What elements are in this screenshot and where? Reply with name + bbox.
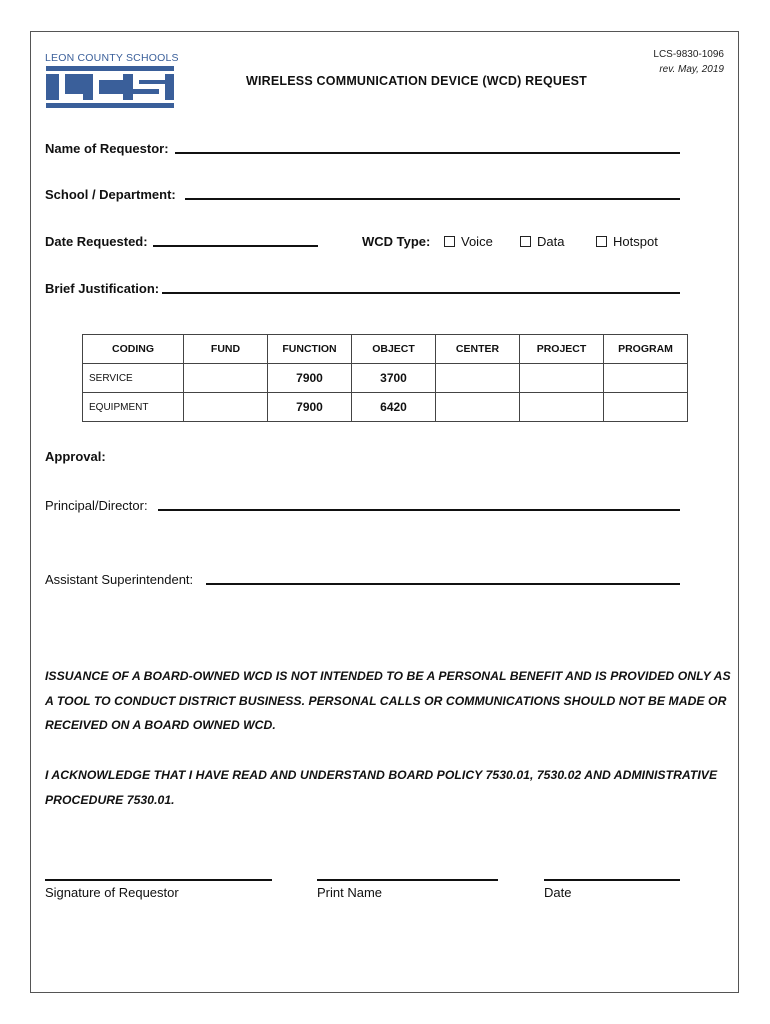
header-function: FUNCTION xyxy=(268,335,352,364)
hotspot-checkbox[interactable] xyxy=(596,236,607,247)
justification-input-line[interactable] xyxy=(162,292,680,294)
principal-label: Principal/Director: xyxy=(45,498,148,513)
name-label: Name of Requestor: xyxy=(45,141,169,156)
wcd-type-label: WCD Type: xyxy=(362,234,431,249)
lcs-logo xyxy=(45,52,179,110)
form-identifier xyxy=(653,47,724,77)
date-input-line[interactable] xyxy=(153,245,318,247)
wcd-option-voice[interactable] xyxy=(444,233,493,251)
service-function-cell: 7900 xyxy=(268,364,352,393)
equipment-fund-cell[interactable] xyxy=(184,393,268,422)
equipment-program-cell[interactable] xyxy=(604,393,688,422)
acknowledgement-notice: I ACKNOWLEDGE THAT I HAVE READ AND UNDERSTAND BOARD POLICY 7530.01, 7530.02 AND ADMINISTRATIVE PROCEDURE 7530.01. xyxy=(45,768,718,807)
print-name-label: Print Name xyxy=(317,885,383,900)
equipment-center-cell[interactable] xyxy=(436,393,520,422)
school-input-line[interactable] xyxy=(185,198,680,200)
name-input-line[interactable] xyxy=(175,152,680,154)
wcd-option-data[interactable] xyxy=(520,233,564,251)
form-title: WIRELESS COMMUNICATION DEVICE (WCD) REQUEST xyxy=(246,74,588,88)
date-signature-label: Date xyxy=(544,885,572,900)
header-program: PROGRAM xyxy=(604,335,688,364)
logo-text: LEON COUNTY SCHOOLS xyxy=(45,52,179,64)
wcd-option-hotspot[interactable] xyxy=(596,233,658,251)
equipment-object-cell: 6420 xyxy=(352,393,436,422)
coding-table-header xyxy=(83,335,688,364)
service-project-cell[interactable] xyxy=(520,364,604,393)
equipment-function-cell: 7900 xyxy=(268,393,352,422)
issuance-notice: ISSUANCE OF A BOARD-OWNED WCD IS NOT INTENDED TO BE A PERSONAL BENEFIT AND IS PROVIDED ONLY AS A TOOL TO CONDUCT DISTRICT BUSINESS. PERSONAL CALLS OR COMMUNICATIONS SHOULD NOT BE MADE OR RECEIVED ON A BOARD OWNED WCD. xyxy=(45,669,731,732)
header-object: OBJECT xyxy=(352,335,436,364)
row-equipment-label: EQUIPMENT xyxy=(83,393,184,422)
hotspot-label: Hotspot xyxy=(613,234,658,249)
approval-heading: Approval: xyxy=(45,449,106,464)
requestor-signature-label: Signature of Requestor xyxy=(45,885,179,900)
voice-checkbox[interactable] xyxy=(444,236,455,247)
service-program-cell[interactable] xyxy=(604,364,688,393)
table-row xyxy=(83,393,688,422)
assistant-superintendent-signature-line[interactable] xyxy=(206,583,680,585)
form-number: LCS-9830-1096 xyxy=(653,49,724,60)
table-row xyxy=(83,364,688,393)
header-fund: FUND xyxy=(184,335,268,364)
justification-label: Brief Justification: xyxy=(45,281,160,296)
voice-label: Voice xyxy=(461,234,493,249)
equipment-project-cell[interactable] xyxy=(520,393,604,422)
row-service-label: SERVICE xyxy=(83,364,184,393)
requestor-signature-line[interactable] xyxy=(45,879,272,881)
revision-date: rev. May, 2019 xyxy=(659,64,724,75)
date-label: Date Requested: xyxy=(45,234,148,249)
data-checkbox[interactable] xyxy=(520,236,531,247)
coding-table xyxy=(82,334,688,422)
service-fund-cell[interactable] xyxy=(184,364,268,393)
header-coding: CODING xyxy=(83,335,184,364)
header-project: PROJECT xyxy=(520,335,604,364)
school-label: School / Department: xyxy=(45,187,176,202)
principal-signature-line[interactable] xyxy=(158,509,680,511)
logo-mark-icon xyxy=(45,65,175,111)
header-center: CENTER xyxy=(436,335,520,364)
assistant-superintendent-label: Assistant Superintendent: xyxy=(45,572,194,587)
print-name-line[interactable] xyxy=(317,879,498,881)
date-signature-line[interactable] xyxy=(544,879,680,881)
service-object-cell: 3700 xyxy=(352,364,436,393)
service-center-cell[interactable] xyxy=(436,364,520,393)
data-label: Data xyxy=(537,234,565,249)
